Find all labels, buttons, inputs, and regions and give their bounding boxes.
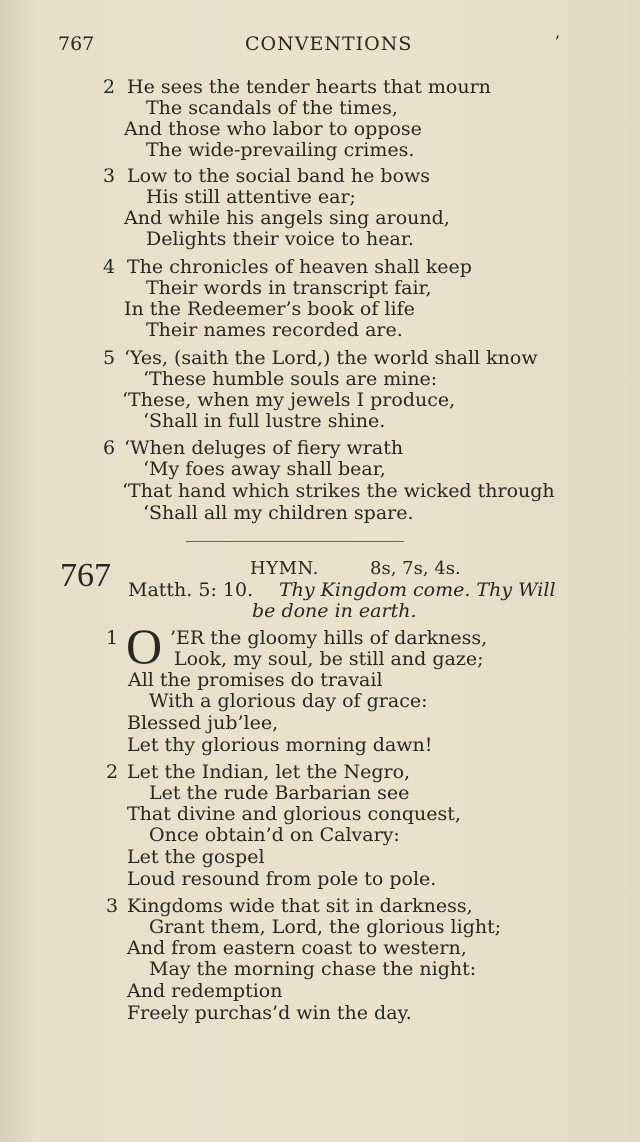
verse-line: And those who labor to oppose bbox=[124, 118, 422, 140]
verse-line: And redemption bbox=[127, 980, 283, 1002]
stanza-number: 4 bbox=[103, 256, 116, 278]
verse-line: ‘That hand which strikes the wicked through bbox=[122, 480, 555, 502]
verse-line: He sees the tender hearts that mourn bbox=[127, 76, 491, 98]
stanza-number: 3 bbox=[103, 165, 116, 187]
verse-line: The wide-prevailing crimes. bbox=[146, 139, 415, 161]
verse-line: The scandals of the times, bbox=[146, 97, 398, 119]
printer-mark: ʼ bbox=[554, 33, 560, 53]
verse-line: And from eastern coast to western, bbox=[127, 937, 467, 959]
verse-line: With a glorious day of grace: bbox=[149, 690, 428, 712]
stanza-number: 6 bbox=[103, 437, 116, 459]
page-header bbox=[0, 33, 640, 59]
verse-line: Let the rude Barbarian see bbox=[149, 782, 410, 804]
page-number: 767 bbox=[58, 33, 95, 55]
section-divider bbox=[186, 541, 404, 542]
verse-line: Low to the social band he bows bbox=[127, 165, 431, 187]
verse-line: His still attentive ear; bbox=[146, 186, 356, 208]
verse-line: Their words in transcript fair, bbox=[146, 277, 432, 299]
verse-line: Let thy glorious morning dawn! bbox=[127, 734, 433, 756]
drop-cap: O bbox=[126, 618, 163, 674]
stanza-number: 2 bbox=[106, 761, 119, 783]
stanza-number: 1 bbox=[106, 627, 119, 649]
verse-line: The chronicles of heaven shall keep bbox=[127, 256, 472, 278]
verse-line: In the Redeemer’s book of life bbox=[124, 298, 415, 320]
hymn-subject-continued: be done in earth. bbox=[252, 600, 417, 622]
verse-line: Grant them, Lord, the glorious light; bbox=[149, 916, 502, 938]
verse-line: Look, my soul, be still and gaze; bbox=[174, 648, 484, 670]
hymn-meter: 8s, 7s, 4s. bbox=[370, 558, 461, 579]
verse-line: Freely purchas’d win the day. bbox=[127, 1002, 412, 1024]
hymn-subject: Thy Kingdom come. Thy Will bbox=[279, 579, 556, 601]
stanza-number: 5 bbox=[103, 347, 116, 369]
verse-line: Once obtain’d on Calvary: bbox=[149, 824, 400, 846]
verse-line: ‘These, when my jewels I produce, bbox=[122, 389, 456, 411]
verse-line: Let the gospel bbox=[127, 846, 265, 868]
running-head: CONVENTIONS bbox=[245, 33, 413, 55]
verse-line: May the morning chase the night: bbox=[149, 958, 477, 980]
verse-line: Blessed jub’lee, bbox=[127, 712, 279, 734]
verse-line: ’ER the gloomy hills of darkness, bbox=[170, 627, 488, 649]
hymn-title: HYMN. bbox=[250, 558, 319, 579]
stanza-number: 2 bbox=[103, 76, 116, 98]
verse-line: ‘When deluges of fiery wrath bbox=[124, 437, 404, 459]
verse-line: Their names recorded are. bbox=[146, 319, 403, 341]
verse-line: ‘These humble souls are mine: bbox=[143, 368, 438, 390]
stanza-number: 3 bbox=[106, 895, 119, 917]
verse-line: That divine and glorious conquest, bbox=[127, 803, 461, 825]
verse-line: Delights their voice to hear. bbox=[146, 228, 414, 250]
verse-line: ‘My foes away shall bear, bbox=[143, 458, 386, 480]
verse-line: And while his angels sing around, bbox=[124, 207, 450, 229]
verse-line: ‘Shall all my children spare. bbox=[143, 502, 414, 524]
hymn-number: 767 bbox=[60, 557, 111, 594]
scripture-reference: Matth. 5: 10. bbox=[128, 579, 254, 601]
verse-line: Let the Indian, let the Negro, bbox=[127, 761, 411, 783]
verse-line: ‘Shall in full lustre shine. bbox=[143, 410, 386, 432]
verse-line: All the promises do travail bbox=[128, 669, 383, 691]
verse-line: ‘Yes, (saith the Lord,) the world shall know bbox=[124, 347, 538, 369]
verse-line: Loud resound from pole to pole. bbox=[127, 868, 437, 890]
verse-line: Kingdoms wide that sit in darkness, bbox=[127, 895, 473, 917]
